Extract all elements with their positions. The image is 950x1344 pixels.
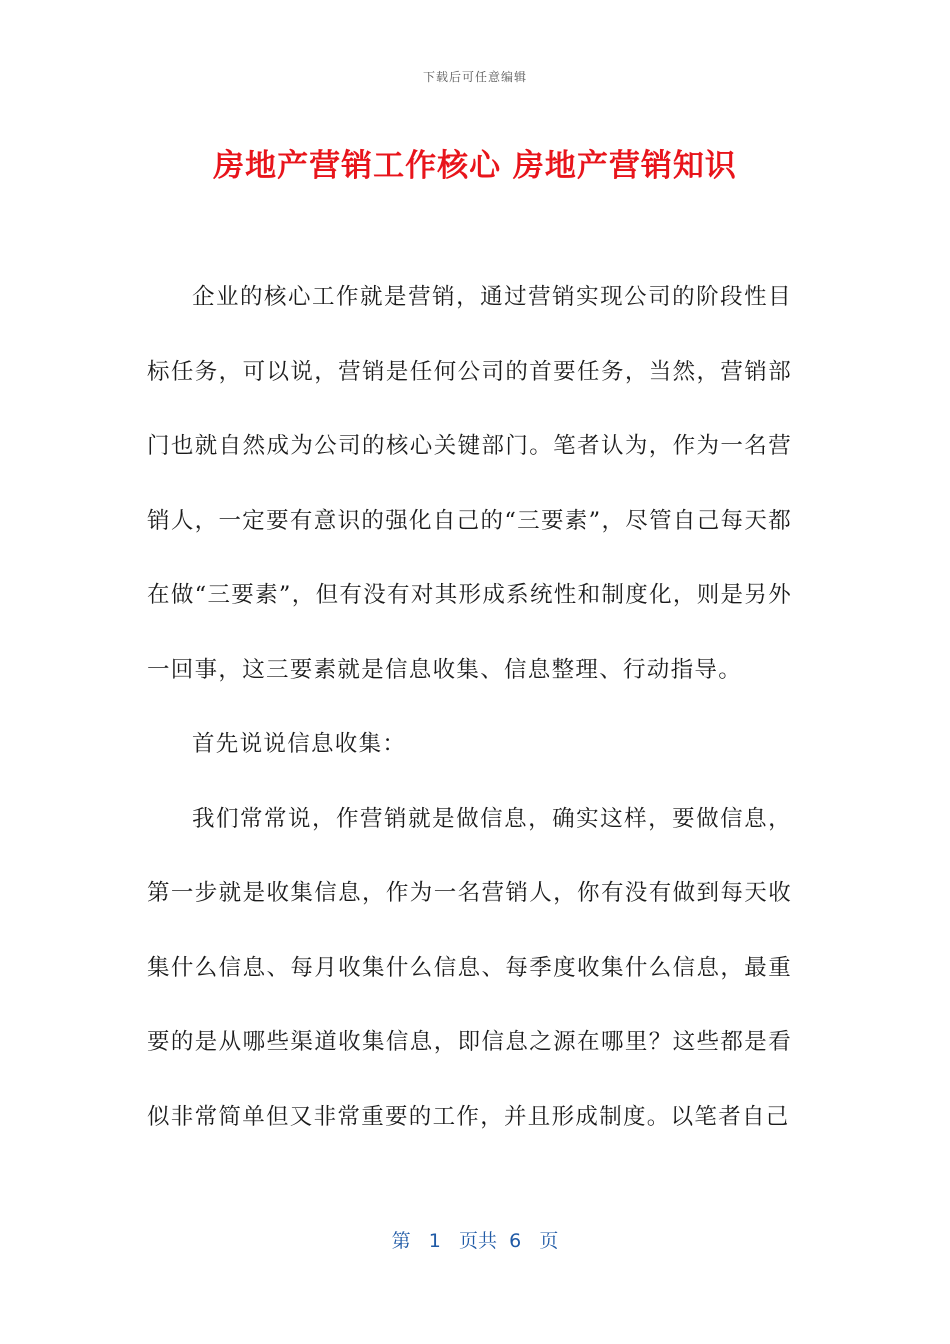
page-prefix: 第 <box>391 1230 411 1252</box>
page-total: 6 <box>509 1230 522 1252</box>
paragraph-section-heading: 首先说说信息收集： <box>192 731 407 757</box>
page-footer <box>0 1226 950 1253</box>
page-current: 1 <box>428 1230 441 1252</box>
header-note: 下载后可任意编辑 <box>422 70 527 84</box>
paragraph-info-collection: 我们常常说，作营销就是做信息，确实这样，要做信息，第一步就是收集信息，作为一名营销人，你有没有做到每天收集什么信息、每月收集什么信息、每季度收集什么信息，最重要的是从哪些渠道收集信息，即信息之源在哪里？这些都是看似非常简单但又非常重要的工作，并且形成制度。以笔者自己 <box>147 805 792 1130</box>
document-title: 房地产营销工作核心 房地产营销知识 <box>213 148 737 184</box>
page-suffix: 页 <box>539 1230 559 1252</box>
paragraph-intro: 企业的核心工作就是营销，通过营销实现公司的阶段性目标任务，可以说，营销是任何公司的首要任务，当然，营销部门也就自然成为公司的核心关键部门。笔者认为，作为一名营销人，一定要有意识的强化自己的“三要素”，尽管自己每天都在做“三要素”，但有没有对其形成系统性和制度化，则是另外一回事，这三要素就是信息收集、信息整理、行动指导。 <box>147 284 792 683</box>
page-middle: 页共 <box>459 1230 498 1252</box>
document-body <box>147 260 792 1154</box>
